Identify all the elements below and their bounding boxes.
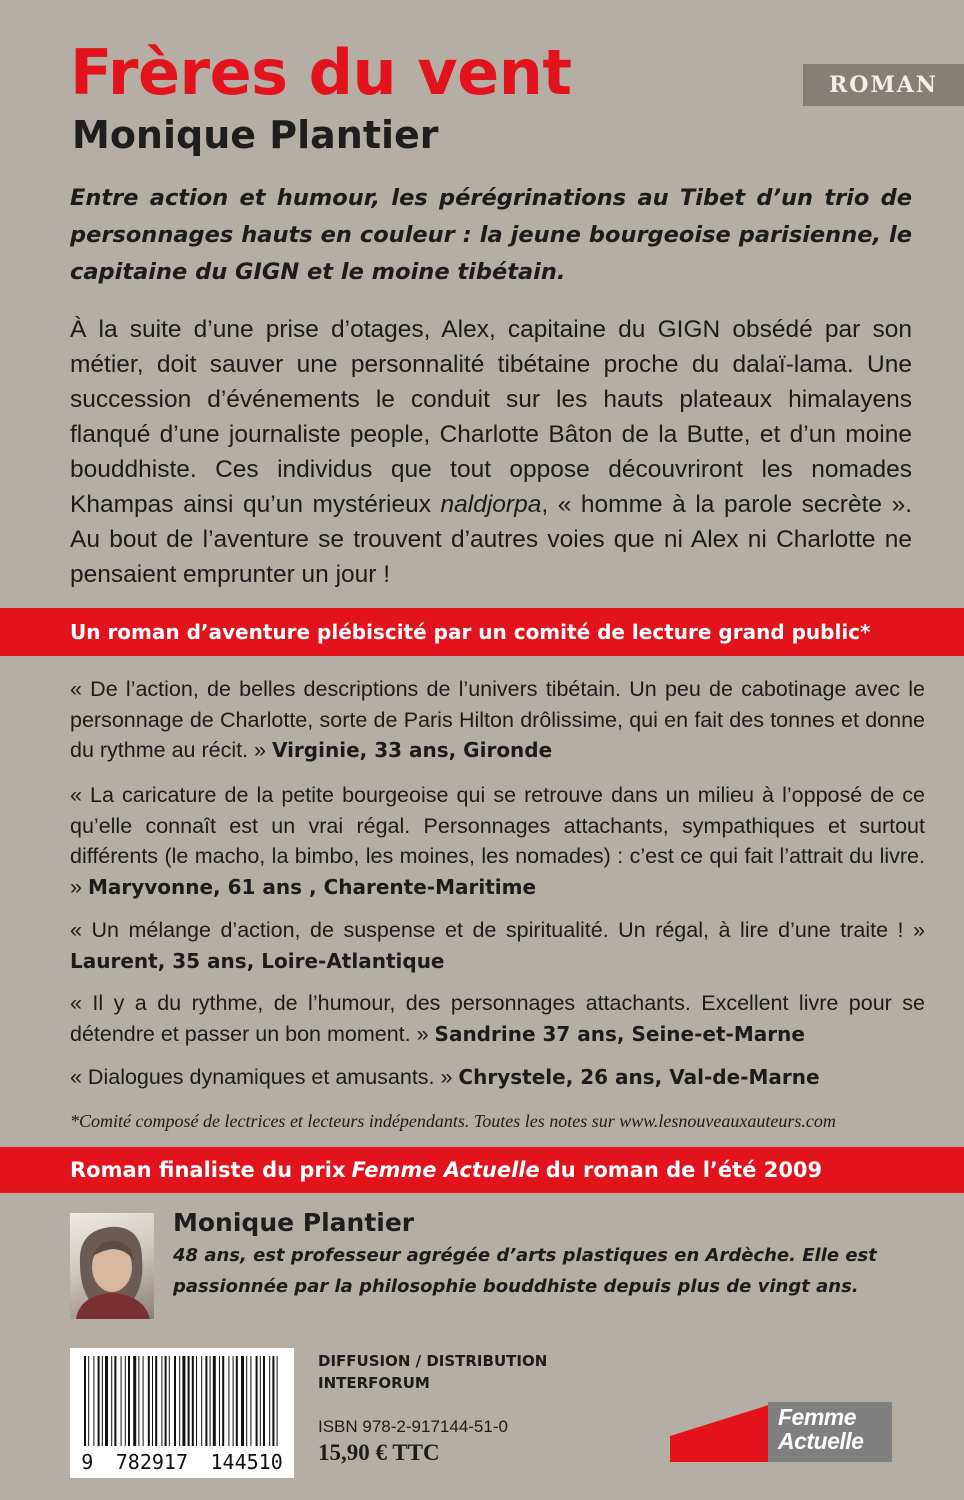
review-text: « Il y a du rythme, de l’humour, des personnages attachants. Excellent livre pour se détendre et passer un bon moment. »	[70, 991, 925, 1046]
barcode	[70, 1348, 294, 1478]
publisher-logo-line: Femme	[778, 1404, 857, 1430]
review-text: « De l’action, de belles descriptions de l’univers tibétain. Un peu de cabotinage avec le personnage de Charlotte, sorte de Paris Hilton drôlissime, qui en fait des tonnes et donne du rythme au récit. »	[70, 677, 925, 762]
synopsis-term: naldjorpa	[440, 491, 542, 518]
review-text: « Dialogues dynamiques et amusants. »	[70, 1065, 459, 1089]
reviewer-name: Chrystele, 26 ans, Val-de-Marne	[458, 1065, 820, 1089]
reviewer-name: Laurent, 35 ans, Loire-Atlantique	[70, 948, 445, 973]
prize-text-before: Roman finaliste du prix	[70, 1158, 346, 1182]
review-text: « La caricature de la petite bourgeoise qui se retrouve dans un milieu à l’opposé de ce qu’elle connaît est un vrai régal. Personnages attachants, sympathiques et surtout différents (le macho, la bimbo, les moines, les nomades) : c’est ce qui fait l’attrait du livre. »	[70, 783, 925, 899]
barcode-digit-group: 9	[81, 1450, 94, 1474]
intro-blurb: Entre action et humour, les pérégrinations au Tibet d’un trio de personnages hauts en couleur : la jeune bourgeoise parisienne, le capitaine du GIGN et le moine tibétain.	[70, 185, 912, 285]
barcode-digit-group: 782917	[115, 1450, 189, 1474]
synopsis	[70, 312, 912, 592]
barcode-digits	[70, 1450, 294, 1474]
distribution-info	[318, 1350, 547, 1394]
genre-badge: ROMAN	[803, 64, 964, 106]
reviewer-name: Sandrine 37 ans, Seine-et-Marne	[434, 1021, 805, 1046]
prize-banner	[0, 1147, 964, 1193]
review-quote	[70, 988, 925, 1049]
bio-text: 48 ans, est professeur agrégée d’arts plastiques en Ardèche. Elle est passionnée par la philosophie bouddhiste depuis plus de vingt ans.	[173, 1245, 877, 1297]
review-text: « Un mélange d’action, de suspense et de spiritualité. Un régal, à lire d’une traite ! »	[70, 918, 925, 942]
author-name: Monique Plantier	[72, 113, 439, 157]
review-quote	[70, 780, 925, 902]
prize-text-after: du roman de l’été 2009	[545, 1158, 823, 1182]
reviewer-name: Maryvonne, 61 ans , Charente-Maritime	[87, 874, 537, 899]
isbn: ISBN 978-2-917144-51-0	[318, 1417, 508, 1436]
synopsis-part-2: , « homme à la parole secrète ». Au bout de l’aventure se trouvent d’autres voies que ni Alex ni Charlotte ne pensaient emprunter un jour !	[70, 491, 912, 588]
reader-committee-banner: Un roman d’aventure plébiscité par un comité de lecture grand public*	[0, 608, 964, 656]
publisher-logo	[668, 1396, 896, 1464]
distribution-line: INTERFORUM	[318, 1374, 430, 1392]
review-quote	[70, 915, 925, 976]
barcode-bars-icon	[70, 1348, 294, 1454]
synopsis-part-1: À la suite d’une prise d’otages, Alex, capitaine du GIGN obsédé par son métier, doit sauver une personnalité tibétaine proche du dalaï-lama. Une succession d’événements le conduit sur les hauts plateaux himalayens flanqué d’une journaliste people, Charlotte Bâton de la Butte, et d’un moine bouddhiste. Ces individus que tout oppose découvriront les nomades Khampas ainsi qu’un mystérieux	[70, 316, 912, 518]
prize-name: Femme Actuelle	[351, 1158, 540, 1182]
barcode-digit-group: 144510	[210, 1450, 283, 1474]
reviewer-name: Virginie, 33 ans, Gironde	[271, 738, 553, 762]
distribution-line: DIFFUSION / DISTRIBUTION	[318, 1352, 548, 1370]
committee-footnote: *Comité composé de lectrices et lecteurs indépendants. Toutes les notes sur www.lesnouveauxauteurs.com	[70, 1111, 836, 1131]
book-title: Frères du vent	[70, 36, 572, 109]
price: 15,90 € TTC	[318, 1440, 440, 1465]
publisher-logo-line: Actuelle	[778, 1428, 864, 1454]
bio-author-name: Monique Plantier	[173, 1208, 415, 1237]
author-portrait-icon	[70, 1213, 154, 1319]
review-quote	[70, 1062, 925, 1093]
review-quote	[70, 674, 925, 766]
